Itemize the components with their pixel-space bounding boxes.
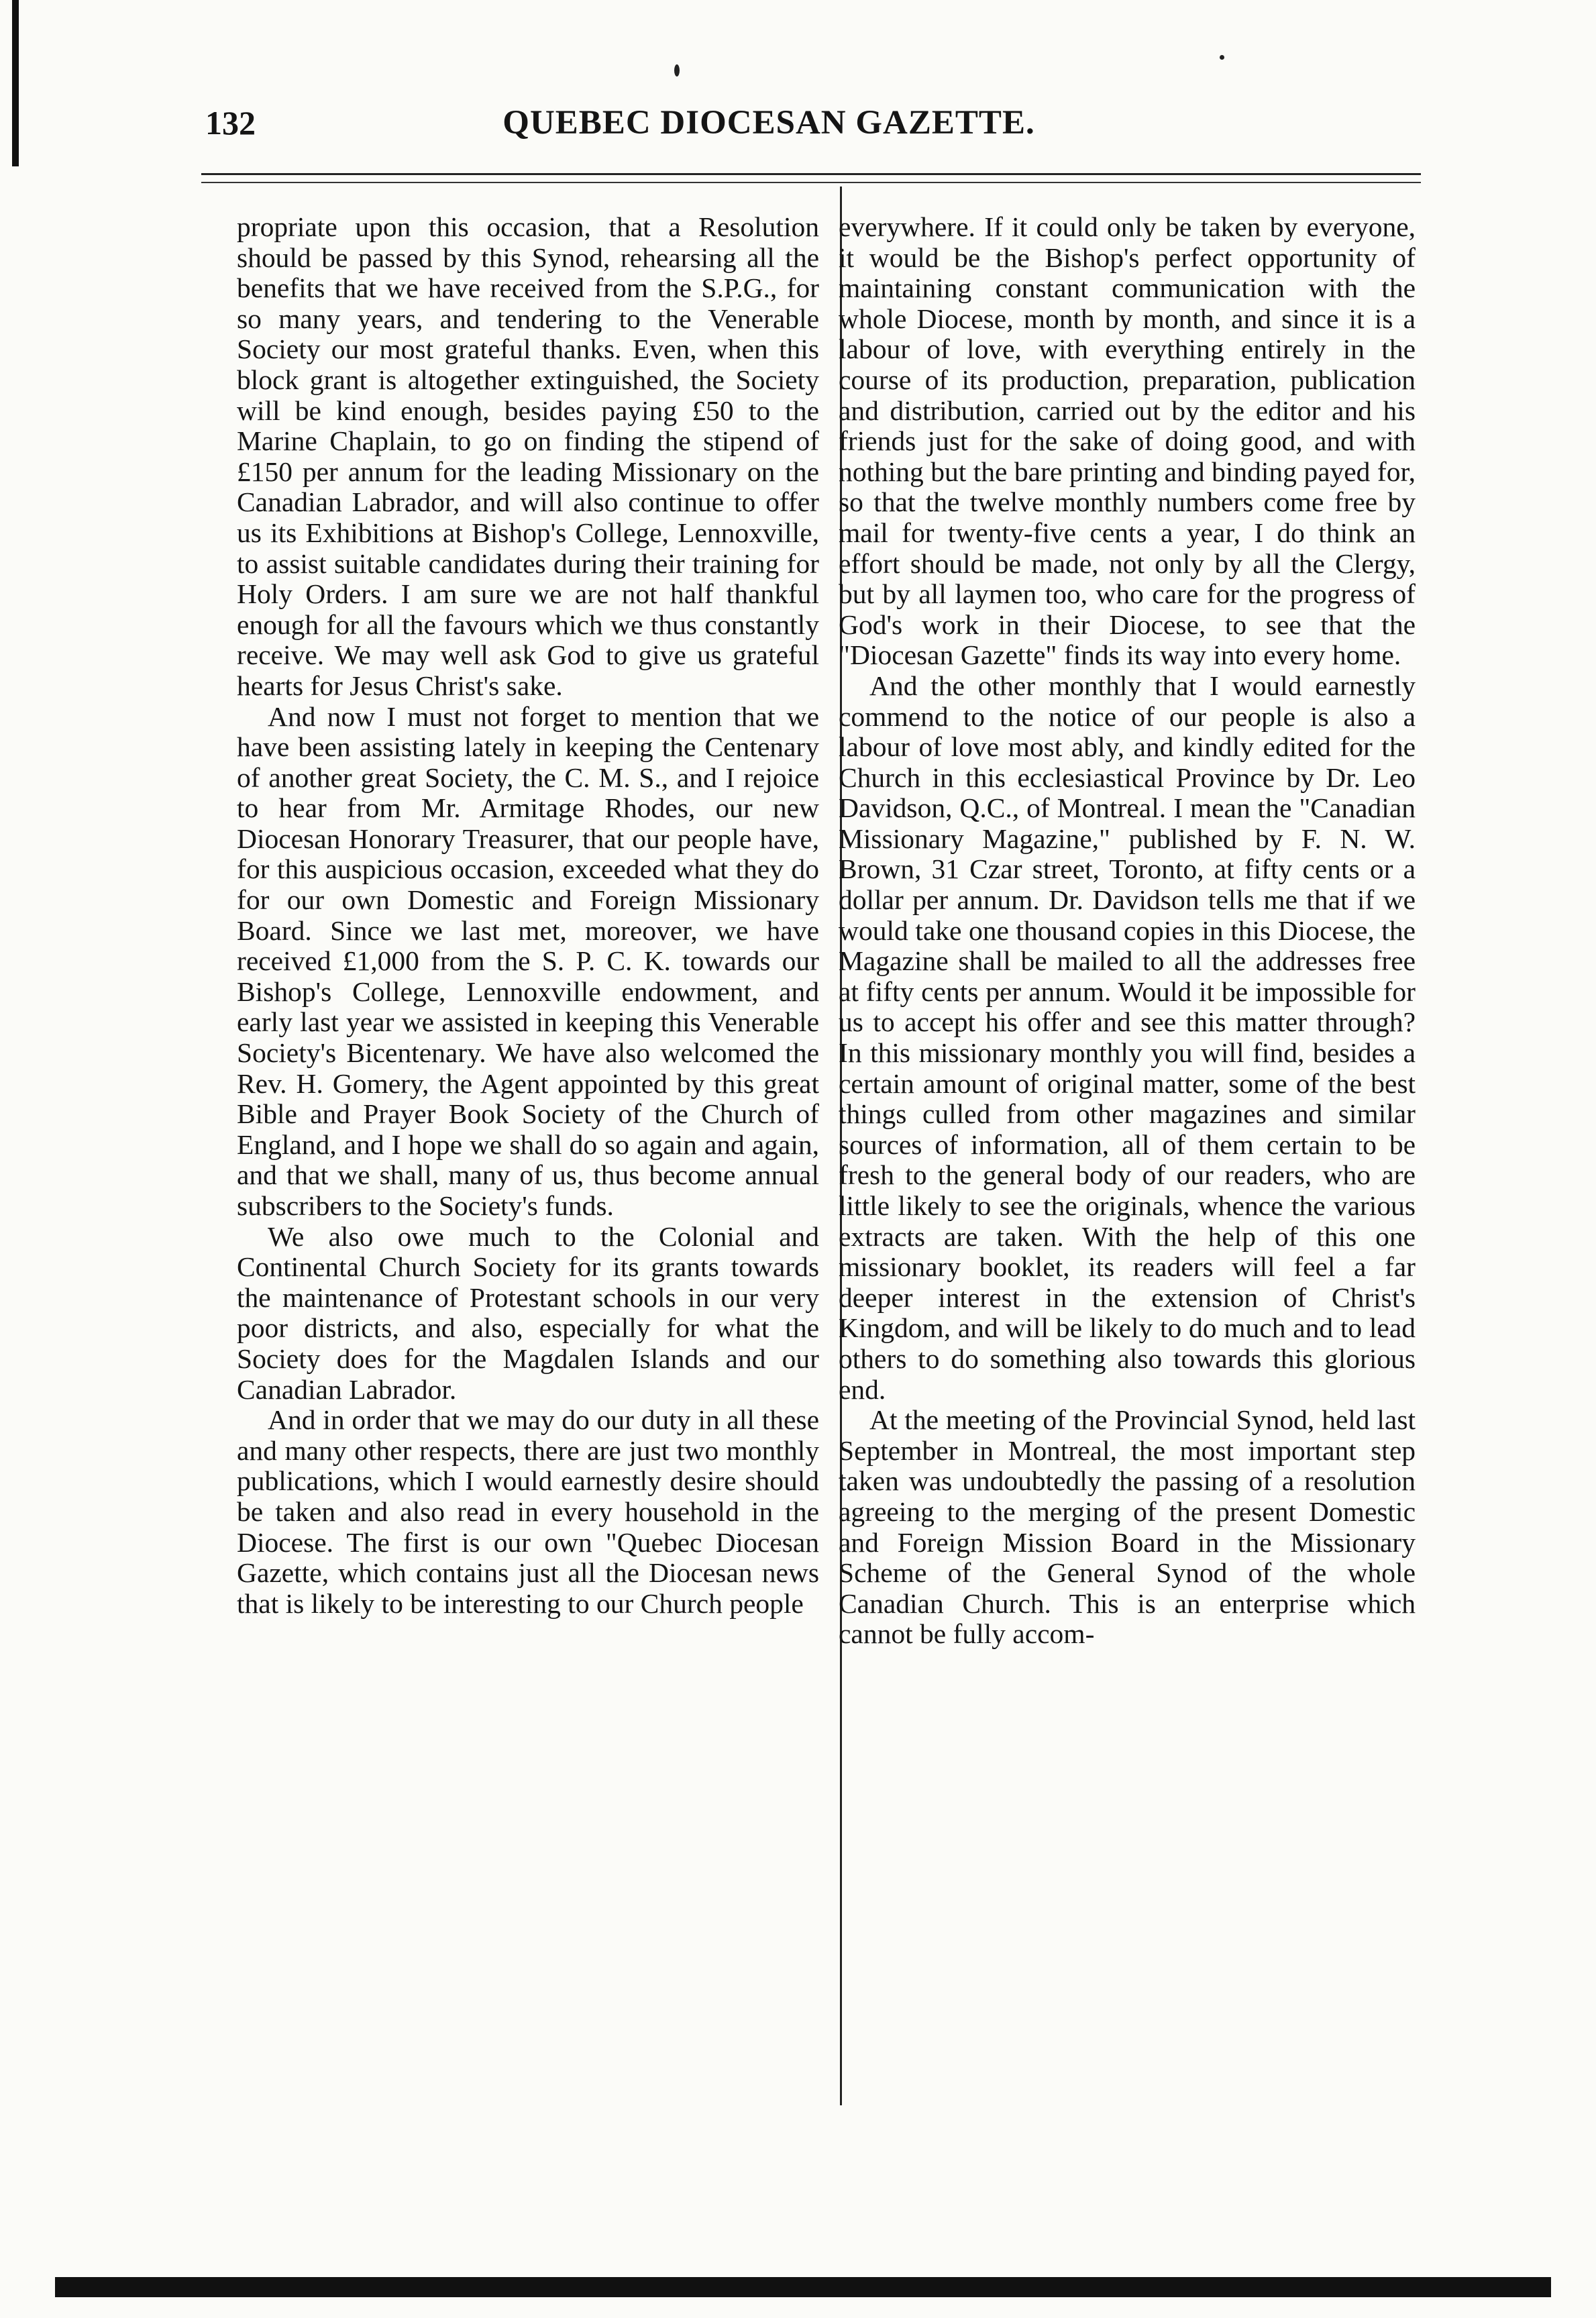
scan-edge-bar <box>12 0 19 166</box>
paragraph: propriate upon this occasion, that a Resolution should be passed by this Synod, rehearsing all the benefits that we have received from the S.P.G., for so many years, and tendering to the Venerable Society our most grateful thanks. Even, when this block grant is altogether extinguished, the Society will be kind enough, besides paying £50 to the Marine Chaplain, to go on finding the stipend of £150 per annum for the leading Missionary on the Canadian Labrador, and will also continue to offer us its Exhibitions at Bishop's College, Lennoxville, to assist suitable candidates during their training for Holy Orders. I am sure we are not half thankful enough for all the favours which we thus constantly receive. We may well ask God to give us grateful hearts for Jesus Christ's sake. <box>237 212 819 701</box>
scan-speck <box>674 64 680 76</box>
paragraph: At the meeting of the Provincial Synod, held last September in Montreal, the most important step taken was undoubtedly the passing of a resolution agreeing to the merging of the present Domestic and Foreign Mission Board in the Missionary Scheme of the General Synod of the whole Canadian Church. This is an enterprise which cannot be fully accom- <box>839 1404 1416 1650</box>
page-title: QUEBEC DIOCESAN GAZETTE. <box>502 104 1035 142</box>
scan-speck <box>1220 55 1224 60</box>
paragraph: And in order that we may do our duty in all these and many other respects, there are just two monthly publications, which I would earnestly desire should be taken and also read in every household in the Diocese. The first is our own "Quebec Diocesan Gazette, which contains just all the Diocesan news that is likely to be interesting to our Church people <box>237 1404 819 1619</box>
header-rule <box>201 173 1421 183</box>
scan-bottom-bar <box>55 2277 1551 2297</box>
paragraph: And the other monthly that I would earnestly commend to the notice of our people is also a labour of love most ably, and kindly edited for the Church in this ecclesiastical Province by Dr. Leo Davidson, Q.C., of Montreal. I mean the "Canadian Missionary Magazine," published by F. N. W. Brown, 31 Czar street, Toronto, at fifty cents or a dollar per annum. Dr. Davidson tells me that if we would take one thousand copies in this Diocese, the Magazine shall be mailed to all the addresses free at fifty cents per annum. Would it be impossible for us to accept his offer and see this matter through? In this missionary monthly you will find, besides a certain amount of original matter, some of the best things culled from other magazines and similar sources of information, all of them certain to be fresh to the general body of our readers, who are little likely to see the originals, whence the various extracts are taken. With the help of this one missionary booklet, its readers will feel a far deeper interest in the extension of Christ's Kingdom, and will be likely to do much and to lead others to do something also towards this glorious end. <box>839 670 1416 1405</box>
left-column <box>237 212 819 2111</box>
page-number: 132 <box>205 104 256 142</box>
paragraph: And now I must not forget to mention that we have been assisting lately in keeping the Centenary of another great Society, the C. M. S., and I rejoice to hear from Mr. Armitage Rhodes, our new Diocesan Honorary Treasurer, that our people have, for this auspicious occasion, exceeded what they do for our own Domestic and Foreign Missionary Board. Since we last met, moreover, we have received £1,000 from the S. P. C. K. towards our Bishop's College, Lennoxville endowment, and early last year we assisted in keeping this Venerable Society's Bicentenary. We have also welcomed the Rev. H. Gomery, the Agent appointed by this great Bible and Prayer Book Society of the Church of England, and I hope we shall do so again and again, and that we shall, many of us, thus become annual subscribers to the Society's funds. <box>237 700 819 1221</box>
paragraph: everywhere. If it could only be taken by everyone, it would be the Bishop's perfect opportunity of maintaining constant communication with the whole Diocese, month by month, and since it is a labour of love, with everything entirely in the course of its production, preparation, publication and distribution, carried out by the editor and his friends just for the sake of doing good, and with nothing but the bare printing and binding payed for, so that the twelve monthly numbers come free by mail for twenty-five cents a year, I do think an effort should be made, not only by all the Clergy, but by all laymen too, who care for the progress of God's work in their Diocese, to see that the "Diocesan Gazette" finds its way into every home. <box>839 212 1416 671</box>
page-header <box>205 99 1420 146</box>
right-column <box>839 212 1416 2111</box>
paragraph: We also owe much to the Colonial and Continental Church Society for its grants towards the maintenance of Protestant schools in our very poor districts, and also, especially for what the Society does for the Magdalen Islands and our Canadian Labrador. <box>237 1220 819 1405</box>
